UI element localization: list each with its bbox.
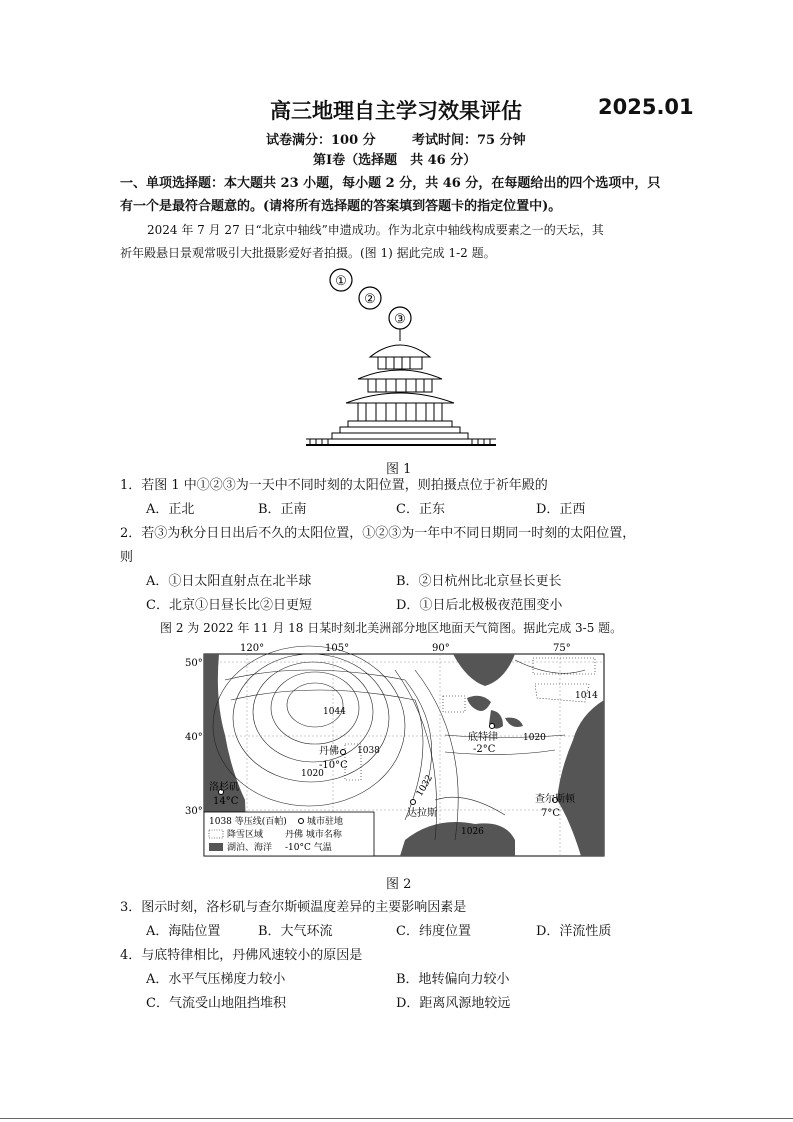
instructions-line1: 一、单项选择题：本大题共 23 小题，每小题 2 分，共 46 分，在每题给出的四个选项中，只: [120, 176, 661, 191]
legend-water: 湖泊、海洋: [227, 843, 273, 853]
isobar-1020-east: 1020: [523, 733, 546, 743]
city-la-temp: 14°C: [213, 796, 239, 807]
q4-option-b[interactable]: B．地转偏向力较小: [396, 972, 510, 987]
lon-label-120: 120°: [240, 643, 265, 654]
lon-label-105: 105°: [325, 643, 350, 654]
figure2-caption: 图 2: [386, 877, 412, 892]
section-title: 第Ⅰ卷（选择题 共 46 分）: [313, 153, 477, 168]
isobar-1020-west: 1020: [301, 769, 324, 779]
q4-stem: 4．与底特律相比，丹佛风速较小的原因是: [120, 948, 363, 963]
q3-option-c[interactable]: C．纬度位置: [396, 924, 471, 939]
legend-isobar: 1038 等压线(百帕): [209, 817, 287, 827]
q2-option-b[interactable]: B．②日杭州比北京昼长更长: [396, 574, 562, 589]
q1-option-b[interactable]: B．正南: [258, 502, 307, 517]
sun-position-1: [330, 269, 352, 291]
lat-label-40: 40°: [185, 732, 203, 743]
q3-stem: 3．图示时刻，洛杉矶与查尔斯顿温度差异的主要影响因素是: [120, 900, 467, 915]
q3-option-d[interactable]: D．洋流性质: [536, 924, 612, 939]
legend-city-name: 丹佛 城市名称: [285, 830, 342, 840]
sun-position-3: [389, 307, 411, 329]
legend-snow: 降雪区域: [227, 830, 264, 840]
q1-option-c[interactable]: C．正东: [396, 502, 445, 517]
temple-icon: [306, 329, 496, 445]
q4-option-d[interactable]: D．距离风源地较远: [396, 996, 511, 1011]
sun-position-2: [359, 287, 381, 309]
q3-option-a[interactable]: A．海陆位置: [146, 924, 221, 939]
figure1-temple-drawing: [300, 265, 500, 455]
exam-time: 考试时间：75 分钟: [412, 133, 526, 148]
sun-label-3: ③: [394, 312, 406, 327]
city-dallas: 达拉斯: [407, 808, 437, 819]
isobar-1026: 1026: [461, 827, 484, 837]
isobar-1032: 1032: [414, 773, 436, 799]
full-score: 试卷满分：100 分: [266, 133, 376, 148]
isobar-1038: 1038: [357, 746, 380, 756]
sun-label-1: ①: [335, 274, 347, 289]
q4-option-a[interactable]: A．水平气压梯度力较小: [146, 972, 286, 987]
city-detroit: 底特律: [468, 732, 498, 743]
isobar-1014: 1014: [575, 691, 598, 701]
city-charleston-temp: 7°C: [541, 808, 561, 819]
legend-temp: -10°C 气温: [285, 843, 332, 853]
city-marker-denver: [341, 750, 346, 755]
city-denver-temp: -10°C: [319, 760, 348, 771]
passage2: 图 2 为 2022 年 11 月 18 日某时刻北美洲部分地区地面天气简图。据此完成 3-5 题。: [160, 621, 623, 635]
city-marker-dallas: [411, 800, 416, 805]
map-legend: [204, 812, 374, 856]
q2-option-d[interactable]: D．①日后北极极夜范围变小: [396, 598, 563, 613]
q1-stem: 1．若图 1 中①②③为一天中不同时刻的太阳位置，则拍摄点位于祈年殿的: [120, 478, 548, 493]
passage1-line1: 2024 年 7 月 27 日“北京中轴线”申遗成功。作为北京中轴线构成要素之一的天坛，其: [147, 223, 604, 237]
lat-label-30: 30°: [185, 806, 203, 817]
lon-label-90: 90°: [432, 643, 450, 654]
lon-label-75: 75°: [553, 643, 571, 654]
figure1-caption: 图 1: [386, 462, 412, 477]
q3-option-b[interactable]: B．大气环流: [258, 924, 333, 939]
legend-city: 城市驻地: [307, 817, 344, 827]
q2-stem-line1: 2．若③为秋分日日出后不久的太阳位置，①②③为一年中不同日期同一时刻的太阳位置，: [120, 526, 636, 541]
q4-option-c[interactable]: C．气流受山地阻挡堆积: [146, 996, 286, 1011]
q1-option-d[interactable]: D．正西: [536, 502, 586, 517]
lat-label-50: 50°: [185, 658, 203, 669]
city-marker-detroit: [490, 724, 495, 729]
page-bottom-rule: [0, 1118, 793, 1119]
q2-stem-line2: 则: [120, 550, 134, 565]
city-charleston: 查尔斯顿: [535, 794, 575, 805]
q2-option-a[interactable]: A．①日太阳直射点在北半球: [146, 574, 312, 589]
isobar-1044: 1044: [323, 707, 346, 717]
q1-option-a[interactable]: A．正北: [146, 502, 195, 517]
city-la: 洛杉矶: [209, 782, 239, 793]
city-detroit-temp: -2°C: [473, 744, 496, 755]
city-denver: 丹佛: [319, 746, 339, 757]
exam-date: 2025.01: [598, 95, 694, 119]
q2-option-c[interactable]: C．北京①日昼长比②日更短: [146, 598, 312, 613]
sun-label-2: ②: [364, 292, 376, 307]
passage1-line2: 祈年殿悬日景观常吸引大批摄影爱好者拍摄。(图 1) 据此完成 1-2 题。: [120, 246, 496, 260]
instructions-line2: 有一个是最符合题意的。(请将所有选择题的答案填到答题卡的指定位置中)。: [120, 199, 562, 214]
figure2-weather-map: [185, 640, 605, 860]
page-title: 高三地理自主学习效果评估: [270, 99, 522, 123]
